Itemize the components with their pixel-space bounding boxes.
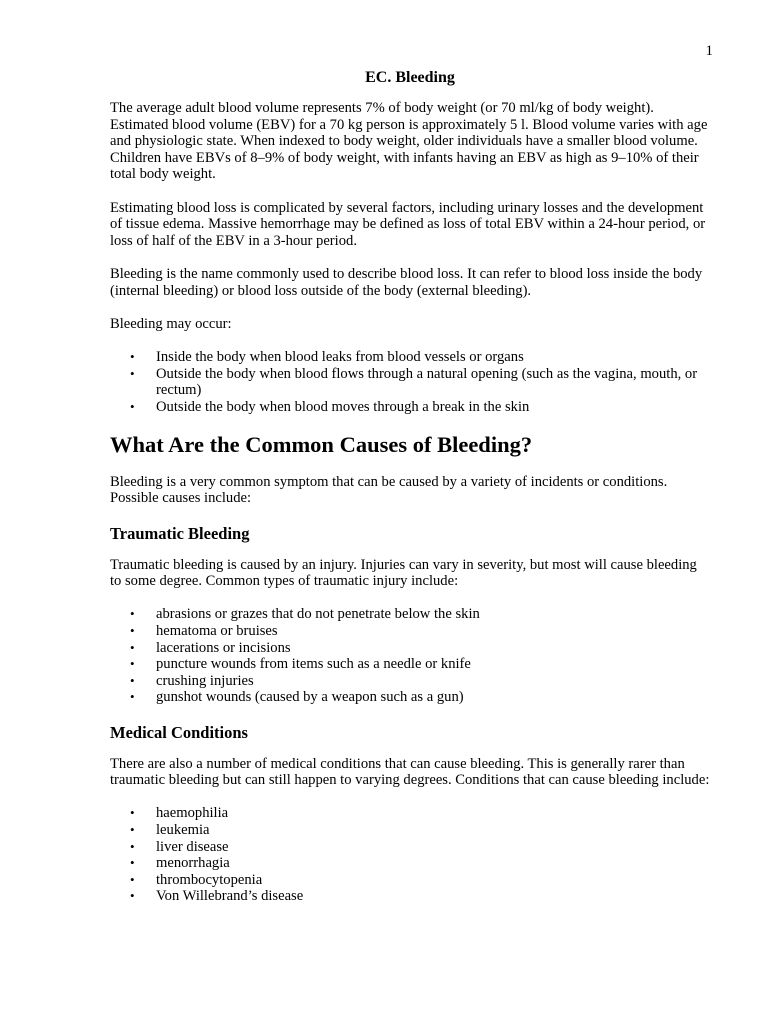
document-body: [110, 68, 710, 922]
bullet-icon: •: [130, 888, 135, 904]
traumatic-list: [110, 606, 710, 706]
bullet-icon: •: [130, 855, 135, 871]
bullet-icon: •: [130, 365, 135, 381]
bullet-icon: •: [130, 656, 135, 672]
bullet-icon: •: [130, 689, 135, 705]
list-item-text: lacerations or incisions: [156, 639, 291, 656]
list-item: [110, 366, 710, 399]
intro-paragraph-2: Estimating blood loss is complicated by several factors, including urinary losses and the development of tissue edema. Massive hemorrhage may be defined as loss of total EBV within a 24-hour period, or loss of half of the EBV in a 3-hour period.: [110, 199, 706, 249]
list-item: [110, 872, 710, 889]
list-item: [110, 855, 710, 872]
list-item: [110, 623, 710, 640]
bullet-icon: •: [130, 805, 135, 821]
intro-paragraph-3: Bleeding is the name commonly used to describe blood loss. It can refer to blood loss inside the body (internal bleeding) or blood loss outside of the body (external bleeding).: [110, 265, 703, 299]
traumatic-heading: Traumatic Bleeding: [110, 523, 250, 543]
bullet-icon: •: [130, 398, 135, 414]
bullet-icon: •: [130, 838, 135, 854]
traumatic-text: Traumatic bleeding is caused by an injury. Injuries can vary in severity, but most will cause bleeding to some degree. Common types of traumatic injury include:: [110, 556, 697, 590]
medical-heading: Medical Conditions: [110, 722, 248, 742]
list-item-text: Outside the body when blood moves through a break in the skin: [156, 398, 530, 415]
bullet-icon: •: [130, 672, 135, 688]
list-item: [110, 689, 710, 706]
causes-heading: What Are the Common Causes of Bleeding?: [110, 431, 533, 457]
list-item-text: Outside the body when blood flows through a natural opening (such as the vagina, mouth, or rectum): [156, 365, 698, 399]
list-item: [110, 805, 710, 822]
occur-list: [110, 349, 710, 415]
bullet-icon: •: [130, 623, 135, 639]
list-item-text: menorrhagia: [156, 855, 230, 872]
list-item: [110, 606, 710, 623]
list-item: [110, 399, 710, 416]
list-item: [110, 888, 710, 905]
list-item-text: haemophilia: [156, 805, 229, 822]
medical-list: [110, 805, 710, 905]
list-item: [110, 640, 710, 657]
bullet-icon: •: [130, 871, 135, 887]
list-item: [110, 656, 710, 673]
list-item: [110, 839, 710, 856]
list-item-text: Inside the body when blood leaks from blood vessels or organs: [156, 348, 524, 365]
document-title: EC. Bleeding: [365, 69, 455, 86]
bullet-icon: •: [130, 821, 135, 837]
list-item-text: thrombocytopenia: [156, 871, 263, 888]
list-item-text: leukemia: [156, 821, 210, 838]
list-item: [110, 822, 710, 839]
bullet-icon: •: [130, 606, 135, 622]
intro-paragraph-4: Bleeding may occur:: [110, 315, 232, 332]
bullet-icon: •: [130, 639, 135, 655]
medical-text: There are also a number of medical conditions that can cause bleeding. This is generally rarer than traumatic bleeding but can still happen to varying degrees. Conditions that can cause bleeding include:: [110, 755, 710, 789]
list-item-text: liver disease: [156, 838, 229, 855]
list-item-text: abrasions or grazes that do not penetrate below the skin: [156, 606, 480, 623]
bullet-icon: •: [130, 348, 135, 364]
list-item: [110, 673, 710, 690]
causes-intro: Bleeding is a very common symptom that can be caused by a variety of incidents or conditions. Possible causes include:: [110, 473, 668, 507]
list-item-text: crushing injuries: [156, 672, 254, 689]
list-item: [110, 349, 710, 366]
list-item-text: gunshot wounds (caused by a weapon such as a gun): [156, 689, 464, 706]
list-item-text: hematoma or bruises: [156, 623, 278, 640]
list-item-text: puncture wounds from items such as a needle or knife: [156, 656, 471, 673]
page-number: 1: [705, 43, 713, 59]
list-item-text: Von Willebrand’s disease: [156, 888, 304, 905]
intro-paragraph-1: The average adult blood volume represents 7% of body weight (or 70 ml/kg of body weight). Estimated blood volume (EBV) for a 70 kg person is approximately 5 l. Blood volume varies with age and physiologic state. When indexed to body weight, older individuals have a smaller blood volume. Children have EBVs of 8–9% of body weight, with infants having an EBV as high as 9–10% of their total body weight.: [110, 100, 708, 183]
